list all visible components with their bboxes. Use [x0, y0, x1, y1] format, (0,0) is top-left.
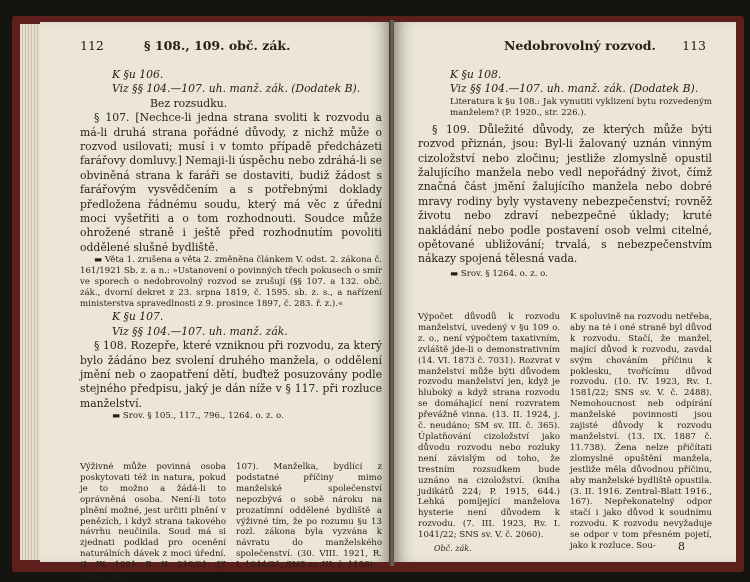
ref-k-107: K §u 107. [112, 310, 164, 324]
right-page-number: 113 [682, 38, 706, 53]
left-page-number: 112 [80, 38, 104, 53]
right-page [394, 22, 736, 562]
left-page [40, 22, 390, 582]
right-running-header: Nedobrovolný rozvod. [504, 38, 656, 53]
open-book [6, 10, 744, 582]
signature-mark: 8 [678, 540, 685, 553]
ref-k-106: K §u 106. [112, 68, 164, 81]
ref-viz-104-107-c: Viz §§ 104.—107. uh. manž. zák. (Dodatek B). [450, 82, 699, 96]
left-column-2: 107). Manželka, bydlící z podstatné příčiny mimo manželské společenství nepozbývá o sobě nároku na prozatímní oddělené bydliště a výživné tím, že po rozumu §u 13 rozl. zákona byla vyzvána k návratu do manželského společenství. (30. VIII. 1921, R. I. 1044/21; SNS sv. III. č. 1158). [236, 462, 382, 571]
ref-viz-104-107: Viz §§ 104.—107. uh. manž. zák. (Dodatek B). [112, 82, 361, 96]
left-body [80, 68, 382, 422]
right-column-1: Výpočet důvodů k rozvodu manželství, uvedený v §u 109 o. z. o., není výpočtem taxativním, zvláště jde-li o demonstrativním (14. VI. 1873 č. 7031). Rozvrat v manželství může býti důvodem rozvodu manželství jen, když je hluboký a když strana rozvodu se domáhající není rozvratem převážně vinna. (13. II. 1924, j. č. neudáno; SM sv. III. č. 365). Úplatňování cizoložství jako důvodu rozvodu nebo rozluky není závislým od toho, že trestním rozsudkem bude uznáno na cizoložství. (kniha judikátů 224; P. 1915, 644.) Lehká pomíjející manželova hysterie není důvodem k rozvodu. (7. III. 1923, Rv. I. 1041/22; SNS sv. V. č. 2060). [418, 312, 560, 541]
literature-108: Literatura k §u 108.: Jak vynutiti vyklizení bytu rozvedeným manželem? (P. 1920., str. 226.). [450, 96, 712, 118]
page-edges [20, 24, 42, 560]
left-running-header: § 108., 109. obč. zák. [144, 38, 291, 53]
note-109: ▬ Srov. § 1264. o. z. o. [450, 268, 548, 279]
ref-k-108: K §u 108. [450, 68, 502, 81]
ref-viz-104-107-b: Viz §§ 104.—107. uh. manž. zák. [112, 324, 288, 338]
paragraph-109: § 109. Důležité důvody, ze kterých může býti rozvod přiznán, jsou: Byl-li žalovaný uznán vinným cizoložství nebo zločinu; jestliže zlomyslně opustil žalujícího manžela nebo vedl nepořádný život, čímž značná část jmění žalujícího manžela nebo dobré mravy rodiny byly vystaveny nebezpečenství; rovněž životu nebo zdraví nebezpečné úklady; kruté nakládání nebo podle postavení osob velmi citelné, opětované ubližování; trvalá, s nebezpečenstvím nákazy spojená tělesná vada. [418, 122, 712, 266]
ref-bez-rozsudku: Bez rozsudku. [150, 96, 228, 110]
page-footer: Obč. zák. [434, 544, 472, 553]
paragraph-108: § 108. Rozepře, které vzniknou při rozvodu, za který bylo žádáno bez svolení druhého manžela, o oddělení jmění neb o zaopatření dětí, buďtež posuzovány podle stejného předpisu, jaký je dán níže v § 117. při rozluce manželství. [80, 339, 382, 410]
right-column-2: K spoluvině na rozvodu netřeba, aby na té i oné straně byl důvod k rozvodu. Stačí, že manžel, mající důvod k rozvodu, zavdal svým chováním příčinu k poklesku, tvořícímu důvod rozvodu. (10. IV. 1923, Rv. I. 1581/22; SNS sv. V. č. 2488). Nemohoucnost neb odpírání manželské povinnosti jsou zajisté důvody k rozvodu manželství. (13. IX. 1887 č. 11.738). Žena nelze přičítati zlomyslné opuštění manžela, jestliže měla důvodnou příčinu, aby manželské bydliště opustila. (3. II. 1916. Zentral-Blatt 1916., 167). Nepřekonatelný odpor stačí i jako důvod k soudnímu rozvodu. K rozvodu nevyžaduje se odpor v tom přesném pojetí, jako k rozluce. Sou- [570, 312, 712, 552]
right-body [418, 68, 712, 280]
note-107: ▬ Věta 1. zrušena a věta 2. změněna článkem V. odst. 2. zákona č. 161/1921 Sb. z. a n.: »Ustanovení o povinných třech pokusech o smír ve sporech o nedobrovolný rozvod se zrušují (§§ 107. a 132. obč. zák., dvorní dekret z 23. srpna 1819, č. 1595. sb. z. s., a nařízení ministerstva spravedlnosti z 9. prosince 1897, č. 283. ř. z.).« [80, 255, 382, 310]
paragraph-107: § 107. [Nechce-li jedna strana svoliti k rozvodu a má-li druhá strana pořádné důvody, z nichž může o rozvod usilovati; musí i v tomto případě předcházeti farářovy domluvy.] Nemaji-li úspěchu nebo zdráhá-li se obviněná strana k faráři se dostaviti, budiž žádost s farářovým vysvědčením a s potřebnými doklady předložena řádnému soudu, který má věc z úřední moci vyšetřiti a o tom rozhodnouti. Soudce může ohrožené straně i ještě před rozhodnutím povoliti oddělené slušné bydliště. [80, 111, 382, 254]
note-108: ▬ Srov. § 105., 117., 796., 1264. o. z. o. [112, 411, 284, 422]
left-column-1: Výživné může povinná osoba poskytovati též in natura, pokud je to možno a žádá-li to oprávněná osoba. Není-li toto plnění možné, jest určiti plnění v penězích, i když strana takového návrhu neučinila. Soud má si zjednati podklad pro ocenění naturálních dávek z moci úřední. (I. IX. 1921, R. II. 318/21; JZ 1921, čís. [80, 462, 226, 582]
